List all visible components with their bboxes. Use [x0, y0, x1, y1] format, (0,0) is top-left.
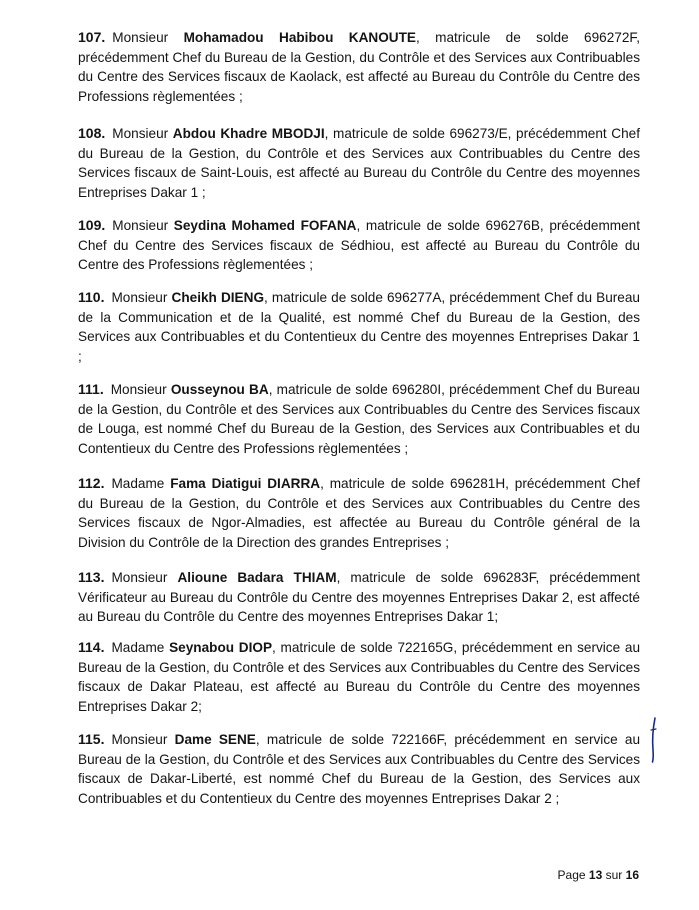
entry-113 [78, 568, 640, 627]
entry-text: , matricule de solde 696283F, précédemment Vérificateur au Bureau du Contrôle du Centre des moyennes Entreprises Dakar 2, est affecté au Bureau du Contrôle du Centre des moyennes Entreprises Dakar 1; [78, 570, 640, 625]
entry-text: , matricule de solde 696276B, précédemment Chef du Centre des Services fiscaux de Sédhiou, est affecté au Bureau du Contrôle du Centre des Professions règlementées ; [78, 218, 640, 273]
entry-name: Dame SENE [174, 732, 256, 747]
entry-title: Monsieur [112, 218, 169, 233]
entry-107 [78, 28, 640, 106]
entry-number: 109. [78, 217, 106, 233]
entry-paragraph [78, 288, 640, 366]
entry-text: , matricule de solde 722166F, précédemment en service au Bureau de la Gestion, du Contrôle et des Services aux Contribuables du Centre des Services fiscaux de Dakar-Liberté, est nommé Chef du Bureau de la Gestion, des Services aux Contribuables et du Contentieux du Centre des moyennes Entreprises Dakar 2 ; [78, 732, 641, 806]
entry-title: Monsieur [111, 732, 168, 747]
entry-text: , matricule de solde 722165G, précédemment en service au Bureau de la Gestion, du Contrôle et des Services aux Contribuables du Centre des Services fiscaux de Dakar Plateau, est affecté au Bureau du Contrôle du Centre des moyennes Entreprises Dakar 2; [78, 640, 641, 714]
entry-text: , matricule de solde 696277A, précédemment Chef du Bureau de la Communication et de la Qualité, est nommé Chef du Bureau de la Gestion, des Services aux Contribuables et du Contentieux du Centre des moyennes Entreprises Dakar 1 ; [78, 290, 640, 364]
entry-title: Monsieur [110, 382, 167, 397]
entry-title: Madame [111, 640, 165, 655]
entry-paragraph [78, 380, 640, 458]
entry-111 [78, 380, 640, 458]
entry-115 [78, 730, 640, 808]
entry-title: Monsieur [111, 290, 168, 305]
entry-name: Alioune Badara THIAM [177, 570, 337, 585]
entry-title: Monsieur [112, 30, 169, 45]
entry-name: Cheikh DIENG [171, 290, 265, 305]
entry-text: , matricule de solde 696281H, précédemment Chef du Bureau de la Gestion, du Contrôle et des Services aux Contribuables du Centre des Services fiscaux de Ngor-Almadies, est affectée au Bureau du Contrôle général de la Division du Contrôle de la Direction des grandes Entreprises ; [78, 476, 640, 550]
entry-paragraph [78, 638, 640, 716]
entry-number: 115. [78, 731, 105, 747]
entry-114 [78, 638, 640, 716]
entry-paragraph [78, 28, 640, 106]
entry-number: 111. [78, 381, 104, 397]
entry-paragraph [78, 216, 640, 275]
entry-name: Seydina Mohamed FOFANA [173, 218, 357, 233]
margin-handwritten-mark [648, 716, 660, 764]
page-label: Page [557, 868, 586, 882]
page-footer [558, 868, 639, 882]
entry-number: 114. [78, 639, 105, 655]
entry-paragraph [78, 568, 640, 627]
entry-name: Ousseynou BA [170, 382, 269, 397]
page-total: 16 [625, 868, 639, 882]
entry-112 [78, 474, 640, 552]
entry-number: 108. [78, 125, 106, 141]
entry-name: Fama Diatigui DIARRA [170, 476, 321, 491]
entry-title: Monsieur [112, 126, 169, 141]
entry-109 [78, 216, 640, 275]
entry-text: , matricule de solde 696280I, précédemment Chef du Bureau de la Gestion, du Contrôle et des Services aux Contribuables du Centre des Services fiscaux de Louga, est nommé Chef du Bureau de la Gestion, des Services aux Contribuables et du Contentieux du Centre des Professions règlementées ; [78, 382, 640, 456]
entry-paragraph [78, 124, 640, 202]
entry-number: 110. [78, 289, 105, 305]
page-sur-label: sur [605, 868, 623, 882]
entry-paragraph [78, 730, 640, 808]
entry-108 [78, 124, 640, 202]
entry-name: Abdou Khadre MBODJI [172, 126, 325, 141]
entry-text: , matricule de solde 696273/E, précédemment Chef du Bureau de la Gestion, du Contrôle et des Services aux Contribuables du Centre des Services fiscaux de Saint-Louis, est affecté au Bureau du Contrôle du Centre des moyennes Entreprises Dakar 1 ; [78, 126, 640, 200]
page-number: 13 [588, 868, 603, 882]
entry-title: Monsieur [111, 570, 168, 585]
entry-name: Mohamadou Habibou KANOUTE [183, 30, 416, 45]
entry-paragraph [78, 474, 640, 552]
entry-number: 107. [78, 29, 106, 45]
entry-number: 113. [78, 569, 105, 585]
entry-text: , matricule de solde 696272F, précédemment Chef du Bureau de la Gestion, du Contrôle et des Services aux Contribuables du Centre des Services fiscaux de Kaolack, est affecté au Bureau du Contrôle du Centre des Professions règlementées ; [78, 30, 640, 104]
entry-110 [78, 288, 640, 366]
entry-title: Madame [111, 476, 165, 491]
entry-number: 112. [78, 475, 105, 491]
entry-name: Seynabou DIOP [169, 640, 273, 655]
